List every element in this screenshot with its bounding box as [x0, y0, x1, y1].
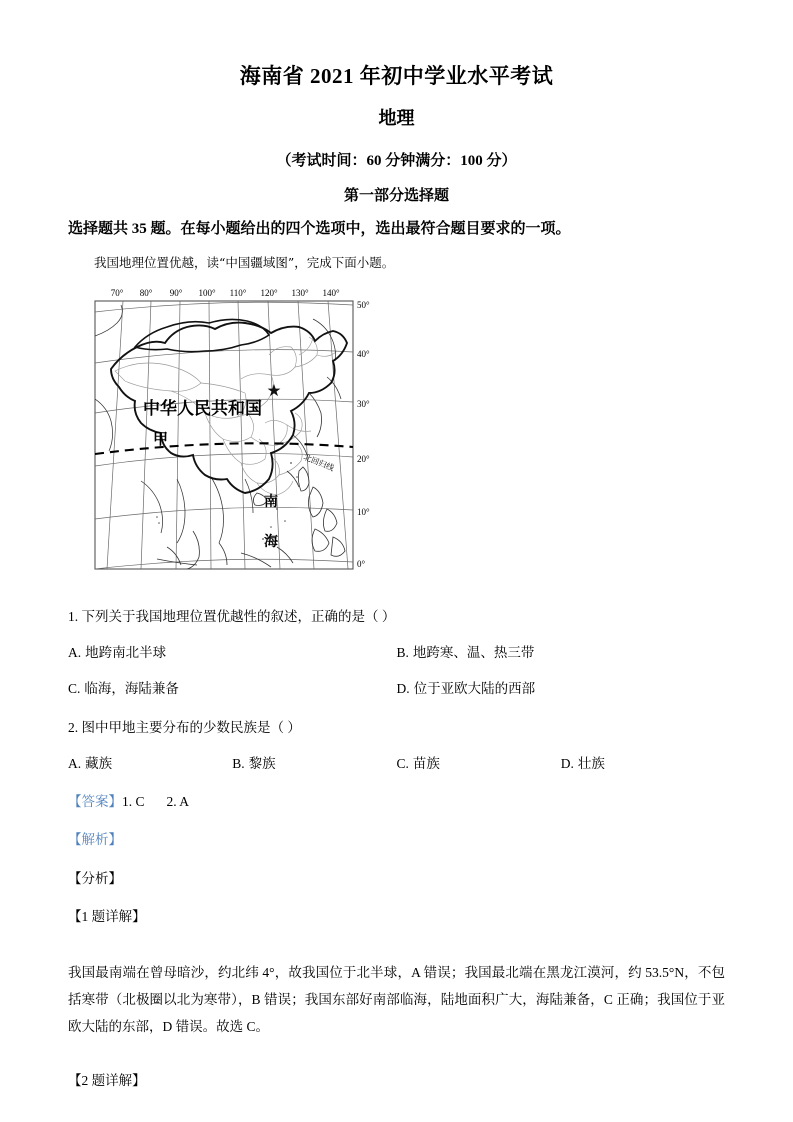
option-label: B.	[232, 755, 245, 771]
detail-2-tag: 【2 题详解】	[68, 1073, 146, 1089]
lat-label: 40°	[357, 348, 370, 359]
detail-1-tag: 【1 题详解】	[68, 908, 146, 924]
question-1-text: 下列关于我国地理位置优越性的叙述，正确的是（ ）	[81, 608, 396, 624]
answer-line	[68, 774, 725, 812]
option-text: 地跨南北半球	[85, 645, 167, 661]
option-text: 地跨寒、温、热三带	[412, 645, 535, 661]
question-1-stem	[68, 589, 725, 627]
page-title: 海南省 2021 年初中学业水平考试	[239, 64, 554, 88]
option-label: C.	[396, 755, 409, 771]
exam-info: （考试时间：60 分钟满分：100 分）	[276, 152, 517, 169]
lon-label: 140°	[322, 287, 340, 298]
question-1-number: 1.	[68, 608, 79, 624]
question-2-number: 2.	[68, 719, 79, 735]
lat-label: 20°	[357, 453, 370, 464]
question-1-option-b[interactable]	[397, 643, 726, 663]
stem-intro-text: 我国地理位置优越，读“中国疆域图”，完成下面小题。	[94, 255, 395, 271]
analysis-tag-line	[68, 851, 725, 889]
lon-label: 110°	[229, 287, 247, 298]
instruction-text: 选择题共 35 题。在每小题给出的四个选项中，选出最符合题目要求的一项。	[68, 221, 571, 238]
question-2-option-b[interactable]	[232, 754, 396, 774]
option-text: 黎族	[248, 755, 276, 771]
lon-label: 120°	[260, 287, 278, 298]
map-region-label-jia: 甲	[153, 429, 169, 448]
lat-label: 0°	[357, 558, 366, 569]
lon-label: 130°	[291, 287, 309, 298]
question-2-text: 图中甲地主要分布的少数民族是（ ）	[81, 719, 301, 735]
option-text: 壮族	[577, 755, 605, 771]
question-2-option-d[interactable]	[561, 754, 725, 774]
answer-value-1: 1. C	[122, 794, 145, 810]
analysis-tag: 【分析】	[68, 870, 122, 886]
map-longitude-labels	[111, 288, 340, 298]
map-figure-wrap	[68, 273, 725, 589]
option-text: 临海，海陆兼备	[84, 681, 179, 697]
lon-label: 100°	[198, 287, 216, 298]
question-2-stem	[68, 700, 725, 738]
map-sea-label-nan: 南	[264, 493, 278, 510]
part-title: 第一部分选择题	[343, 187, 449, 204]
question-1-options-row-1	[68, 627, 725, 663]
option-label: D.	[396, 681, 410, 697]
option-text: 藏族	[85, 755, 113, 771]
option-label: A.	[68, 755, 82, 771]
lon-label: 70°	[110, 287, 124, 298]
lat-label: 30°	[357, 398, 370, 409]
option-label: D.	[560, 755, 574, 771]
explanation-tag: 【解析】	[68, 832, 122, 848]
detail-2-tag-line	[68, 1053, 725, 1091]
explanation-tag-line	[68, 812, 725, 850]
question-2-option-a[interactable]	[68, 754, 232, 774]
question-2-options-row	[68, 738, 725, 774]
map-sea-label-hai: 海	[264, 533, 278, 550]
china-territory-map	[81, 281, 371, 589]
question-1-option-c[interactable]	[68, 679, 397, 699]
detail-1-paragraph: 我国最南端在曾母暗沙，约北纬 4°，故我国位于北半球，A 错误；我国最北端在黑龙江漠河，约 53.5°N，不包括寒带（北极圈以北为寒带），B 错误；我国东部好南部临海，陆地面积广大，海陆兼备，C 正确；我国位于亚欧大陆的东部，D 错误。故选 C。	[68, 964, 725, 1034]
detail-1-tag-line	[68, 889, 725, 927]
option-text: 位于亚欧大陆的西部	[413, 681, 536, 697]
option-label: B.	[396, 645, 409, 661]
option-label: A.	[68, 645, 82, 661]
question-2-option-c[interactable]	[397, 754, 561, 774]
map-tropic-label: 北回归线	[302, 452, 336, 473]
question-1-option-a[interactable]	[68, 643, 397, 663]
lon-label: 90°	[169, 287, 183, 298]
lat-label: 50°	[357, 299, 370, 310]
lon-label: 80°	[139, 287, 153, 298]
option-label: C.	[68, 681, 81, 697]
map-country-label: 中华人民共和国	[143, 398, 262, 419]
question-1-options-row-2	[68, 663, 725, 699]
lat-label: 10°	[357, 506, 370, 517]
answer-value-2: 2. A	[166, 794, 190, 810]
map-latitude-labels	[357, 300, 370, 569]
subject-title: 地理	[378, 108, 415, 129]
answer-tag: 【答案】	[68, 794, 122, 810]
question-1-option-d[interactable]	[397, 679, 726, 699]
option-text: 苗族	[412, 755, 440, 771]
